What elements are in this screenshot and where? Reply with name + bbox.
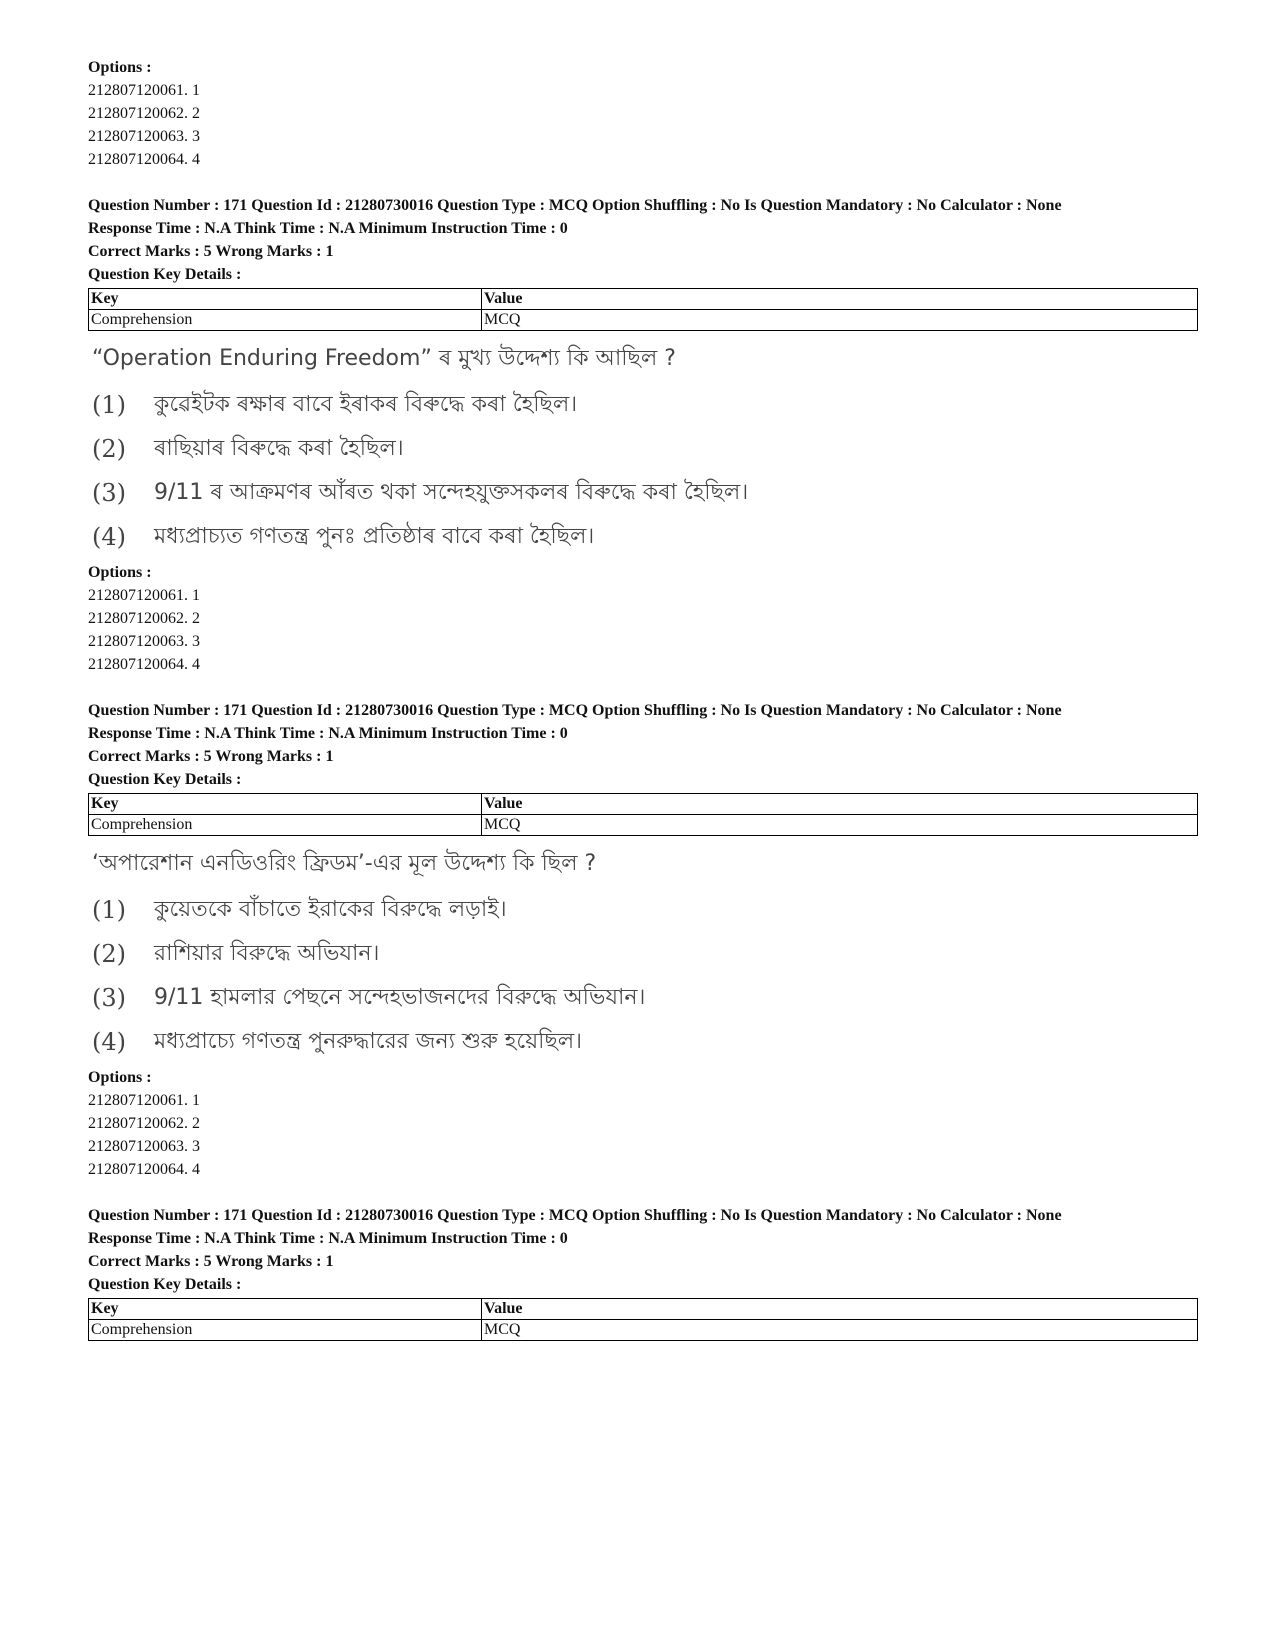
question-marks-line: Correct Marks : 5 Wrong Marks : 1	[88, 748, 334, 765]
option-line: 212807120062. 2	[88, 1115, 200, 1132]
option-number: (4)	[92, 523, 126, 551]
key-details-label: Question Key Details :	[88, 771, 242, 788]
question-stem: “Operation Enduring Freedom” ৰ মুখ্য উদ্দেশ্য কি আছিল ?	[92, 346, 676, 371]
option-line: 212807120064. 4	[88, 1161, 200, 1178]
question-option	[92, 976, 1198, 1020]
question-timing-line: Response Time : N.A Think Time : N.A Minimum Instruction Time : 0	[88, 220, 568, 237]
key-details-table	[88, 793, 1198, 836]
option-line: 212807120063. 3	[88, 128, 200, 145]
options-label: Options :	[88, 1069, 152, 1086]
question-option	[92, 471, 1198, 515]
question-marks-line: Correct Marks : 5 Wrong Marks : 1	[88, 243, 334, 260]
table-header-value: Value	[482, 794, 1198, 815]
document-page	[88, 56, 1198, 1347]
option-line: 212807120063. 3	[88, 1138, 200, 1155]
top-options-section	[88, 56, 1198, 171]
option-text: 9/11 ৰ আক্ৰমণৰ আঁৰত থকা সন্দেহযুক্তসকলৰ বিৰুদ্ধে কৰা হৈছিল।	[154, 480, 749, 505]
question-option	[92, 515, 1198, 559]
option-number: (2)	[92, 435, 126, 463]
option-line: 212807120062. 2	[88, 610, 200, 627]
option-line: 212807120061. 1	[88, 1092, 200, 1109]
option-line: 212807120064. 4	[88, 151, 200, 168]
table-cell-value: MCQ	[482, 815, 1198, 836]
question-timing-line: Response Time : N.A Think Time : N.A Minimum Instruction Time : 0	[88, 1230, 568, 1247]
question-option	[92, 427, 1198, 471]
options-list	[88, 1066, 1198, 1181]
options-label: Options :	[88, 59, 152, 76]
option-line: 212807120062. 2	[88, 105, 200, 122]
question-option	[92, 383, 1198, 427]
key-details-label: Question Key Details :	[88, 266, 242, 283]
table-header-key: Key	[89, 1299, 482, 1320]
option-number: (2)	[92, 940, 126, 968]
question-meta-line: Question Number : 171 Question Id : 21280730016 Question Type : MCQ Option Shuffling : No Is Question Mandatory : No Calculator : None	[88, 197, 1062, 214]
table-header-value: Value	[482, 1299, 1198, 1320]
table-header-key: Key	[89, 794, 482, 815]
table-header-value: Value	[482, 289, 1198, 310]
option-text: 9/11 হামলার পেছনে সন্দেহভাজনদের বিরুদ্ধে অভিযান।	[154, 985, 646, 1010]
question-block-3	[88, 1204, 1198, 1341]
options-list	[88, 561, 1198, 676]
question-meta-line: Question Number : 171 Question Id : 21280730016 Question Type : MCQ Option Shuffling : No Is Question Mandatory : No Calculator : None	[88, 702, 1062, 719]
option-text: ৰাছিয়াৰ বিৰুদ্ধে কৰা হৈছিল।	[154, 436, 404, 461]
option-number: (4)	[92, 1028, 126, 1056]
option-number: (3)	[92, 984, 126, 1012]
question-timing-line: Response Time : N.A Think Time : N.A Minimum Instruction Time : 0	[88, 725, 568, 742]
question-block-2	[88, 699, 1198, 1181]
table-cell-value: MCQ	[482, 310, 1198, 331]
key-details-table	[88, 288, 1198, 331]
table-cell-key: Comprehension	[89, 815, 482, 836]
option-line: 212807120063. 3	[88, 633, 200, 650]
key-details-table	[88, 1298, 1198, 1341]
table-cell-key: Comprehension	[89, 310, 482, 331]
key-details-label: Question Key Details :	[88, 1276, 242, 1293]
question-text-image	[88, 842, 1198, 1064]
options-label: Options :	[88, 564, 152, 581]
question-option	[92, 932, 1198, 976]
question-stem: ‘অপারেশান এনডিওরিং ফ্রিডম’-এর মূল উদ্দেশ্য কি ছিল ?	[92, 851, 597, 876]
question-marks-line: Correct Marks : 5 Wrong Marks : 1	[88, 1253, 334, 1270]
option-text: রাশিয়ার বিরুদ্ধে অভিযান।	[154, 941, 380, 966]
table-cell-value: MCQ	[482, 1320, 1198, 1341]
option-text: কুৱেইটক ৰক্ষাৰ বাবে ইৰাকৰ বিৰুদ্ধে কৰা হৈছিল।	[154, 392, 578, 417]
question-text-image	[88, 337, 1198, 559]
table-header-key: Key	[89, 289, 482, 310]
question-meta-line: Question Number : 171 Question Id : 21280730016 Question Type : MCQ Option Shuffling : No Is Question Mandatory : No Calculator : None	[88, 1207, 1062, 1224]
option-line: 212807120061. 1	[88, 587, 200, 604]
option-number: (3)	[92, 479, 126, 507]
option-number: (1)	[92, 391, 126, 419]
question-option	[92, 1020, 1198, 1064]
table-cell-key: Comprehension	[89, 1320, 482, 1341]
option-line: 212807120061. 1	[88, 82, 200, 99]
question-option	[92, 888, 1198, 932]
question-block-1	[88, 194, 1198, 676]
option-line: 212807120064. 4	[88, 656, 200, 673]
option-text: মধ্যপ্রাচ্যে গণতন্ত্র পুনরুদ্ধারের জন্য শুরু হয়েছিল।	[154, 1029, 583, 1054]
option-text: কুয়েতকে বাঁচাতে ইরাকের বিরুদ্ধে লড়াই।	[154, 897, 507, 922]
option-number: (1)	[92, 896, 126, 924]
option-text: মধ্যপ্ৰাচ্যত গণতন্ত্ৰ পুনঃ প্ৰতিষ্ঠাৰ বাবে কৰা হৈছিল।	[154, 524, 595, 549]
